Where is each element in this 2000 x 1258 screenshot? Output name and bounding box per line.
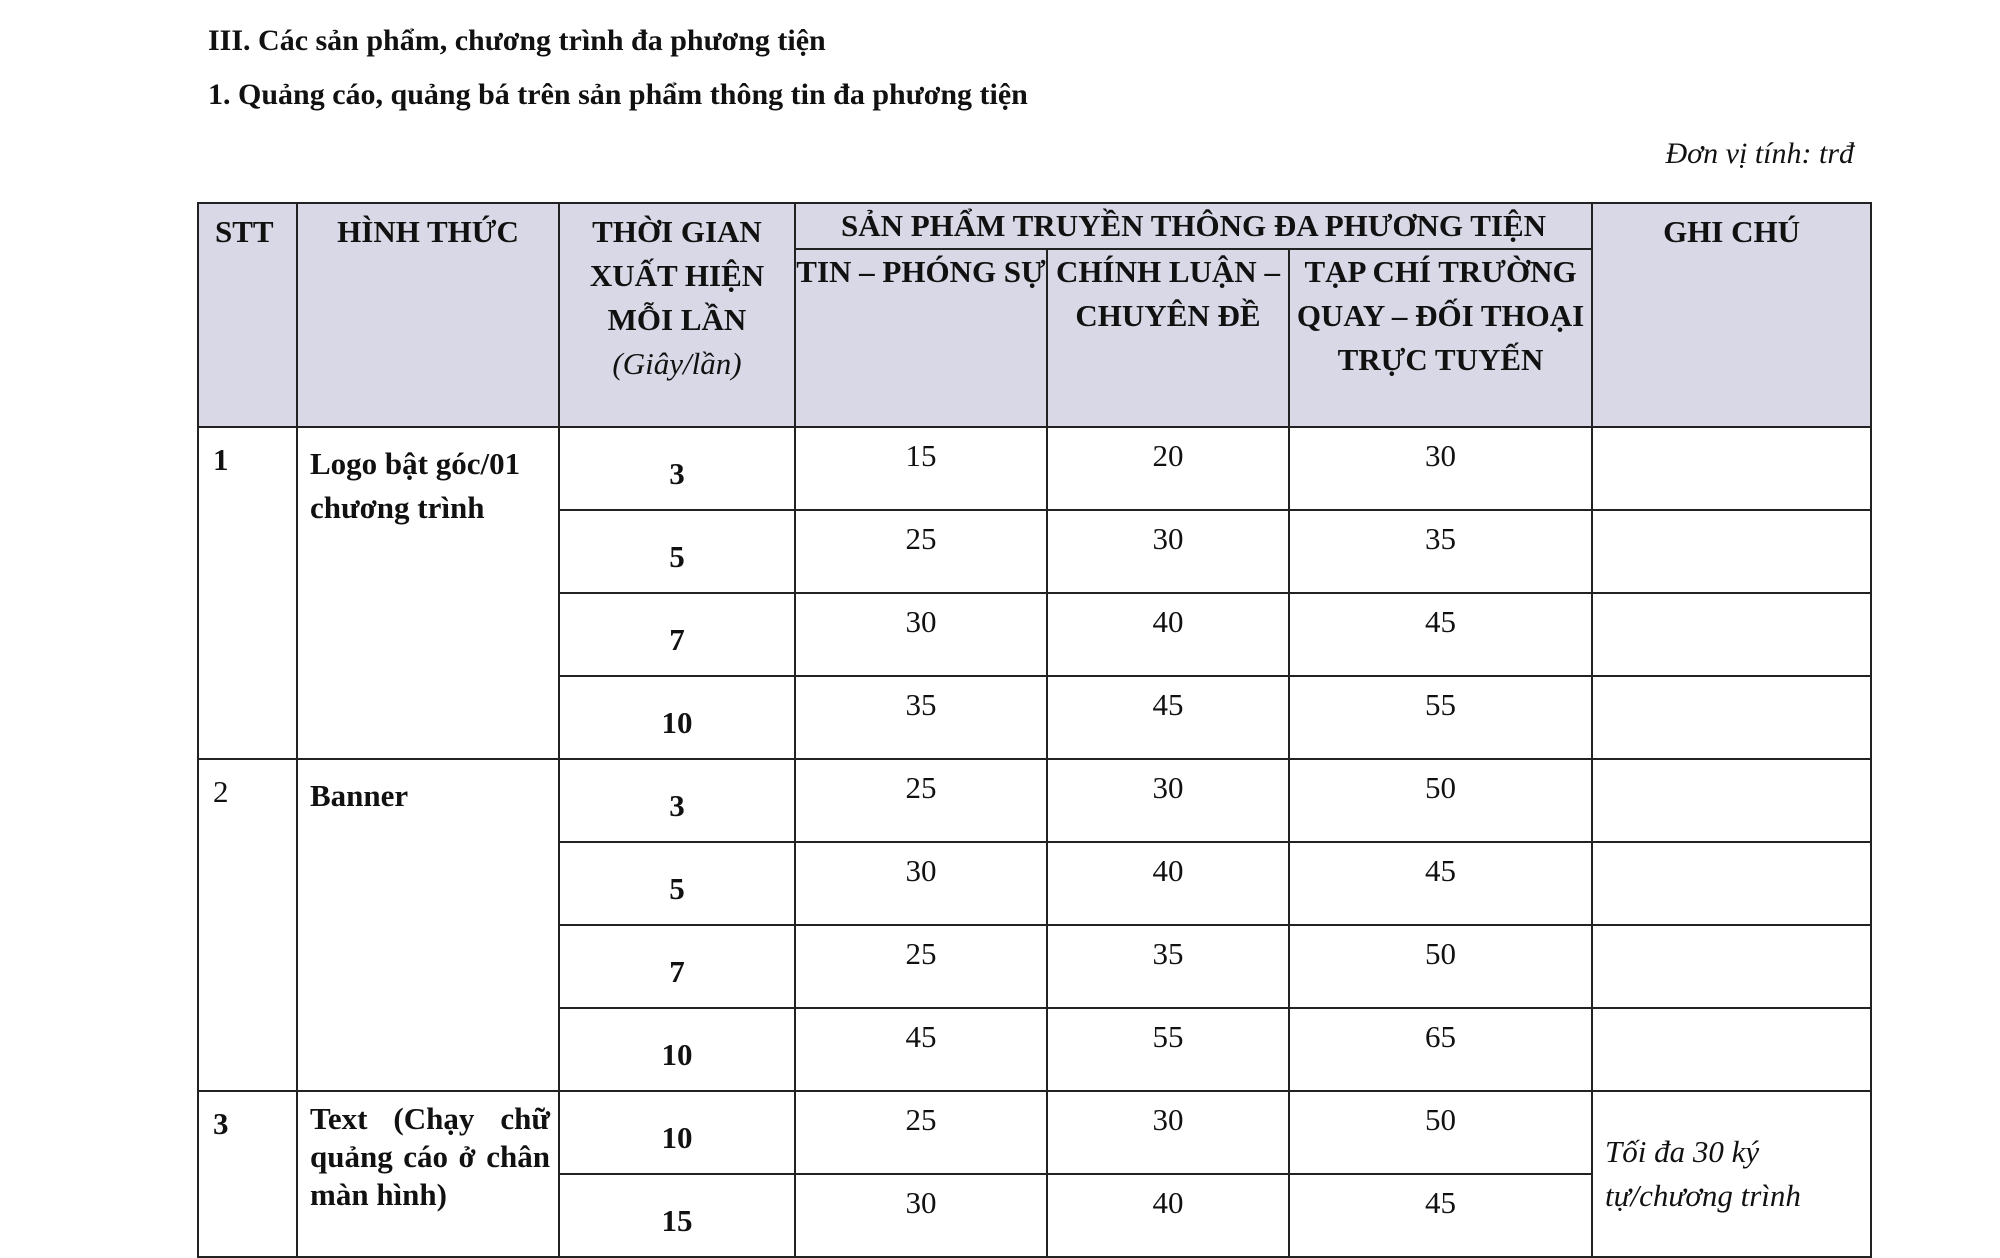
magazine-price-cell: 30 [1289,427,1592,510]
header-media-group: SẢN PHẨM TRUYỀN THÔNG ĐA PHƯƠNG TIỆN [795,203,1592,249]
magazine-price-cell: 50 [1289,759,1592,842]
commentary-price-cell: 40 [1047,593,1289,676]
table-row [198,427,1871,510]
commentary-price-cell: 55 [1047,1008,1289,1091]
section-title: III. Các sản phẩm, chương trình đa phương tiện [208,24,826,57]
note-cell [1592,593,1871,676]
magazine-price-cell: 45 [1289,1174,1592,1257]
duration-cell: 10 [559,1008,795,1091]
note-cell [1592,925,1871,1008]
news-price-cell: 25 [795,759,1047,842]
duration-cell: 5 [559,842,795,925]
commentary-price-cell: 30 [1047,759,1289,842]
row-form: Logo bật góc/01 chương trình [297,427,559,759]
duration-cell: 7 [559,925,795,1008]
news-price-cell: 15 [795,427,1047,510]
magazine-price-cell: 50 [1289,925,1592,1008]
header-time-unit: (Giây/lần) [612,346,742,381]
commentary-price-cell: 45 [1047,676,1289,759]
header-note: GHI CHÚ [1592,203,1871,427]
news-price-cell: 35 [795,676,1047,759]
header-form: HÌNH THỨC [297,203,559,427]
magazine-price-cell: 55 [1289,676,1592,759]
news-price-cell: 25 [795,925,1047,1008]
news-price-cell: 45 [795,1008,1047,1091]
note-cell [1592,510,1871,593]
header-time-label: THỜI GIAN XUẤT HIỆN MỖI LẦN [589,214,765,337]
table-row [198,1091,1871,1174]
news-price-cell: 25 [795,1091,1047,1174]
note-cell [1592,759,1871,842]
subsection-title: 1. Quảng cáo, quảng bá trên sản phẩm thông tin đa phương tiện [208,78,1028,111]
magazine-price-cell: 35 [1289,510,1592,593]
commentary-price-cell: 30 [1047,1091,1289,1174]
duration-cell: 3 [559,427,795,510]
magazine-price-cell: 50 [1289,1091,1592,1174]
header-news: TIN – PHÓNG SỰ [795,249,1047,427]
note-cell [1592,427,1871,510]
row-form: Banner [297,759,559,1091]
commentary-price-cell: 30 [1047,510,1289,593]
note-cell [1592,1008,1871,1091]
row-form: Text (Chạy chữ quảng cáo ở chân màn hình) [297,1091,559,1257]
magazine-price-cell: 45 [1289,842,1592,925]
duration-cell: 5 [559,510,795,593]
magazine-price-cell: 45 [1289,593,1592,676]
duration-cell: 3 [559,759,795,842]
duration-cell: 10 [559,1091,795,1174]
note-cell [1592,676,1871,759]
row-stt: 1 [198,427,297,759]
duration-cell: 7 [559,593,795,676]
header-time [559,203,795,427]
header-stt: STT [198,203,297,427]
table-row [198,759,1871,842]
header-magazine: TẠP CHÍ TRƯỜNG QUAY – ĐỐI THOẠI TRỰC TUYẾN [1289,249,1592,427]
row-stt: 3 [198,1091,297,1257]
unit-note: Đơn vị tính: trđ [1665,137,1854,170]
commentary-price-cell: 40 [1047,1174,1289,1257]
news-price-cell: 30 [795,842,1047,925]
duration-cell: 10 [559,676,795,759]
row-stt: 2 [198,759,297,1091]
note-cell: Tối đa 30 ký tự/chương trình [1592,1091,1871,1257]
news-price-cell: 25 [795,510,1047,593]
price-table [197,202,1872,1258]
commentary-price-cell: 40 [1047,842,1289,925]
news-price-cell: 30 [795,593,1047,676]
commentary-price-cell: 20 [1047,427,1289,510]
news-price-cell: 30 [795,1174,1047,1257]
note-cell [1592,842,1871,925]
magazine-price-cell: 65 [1289,1008,1592,1091]
commentary-price-cell: 35 [1047,925,1289,1008]
duration-cell: 15 [559,1174,795,1257]
header-commentary: CHÍNH LUẬN – CHUYÊN ĐỀ [1047,249,1289,427]
